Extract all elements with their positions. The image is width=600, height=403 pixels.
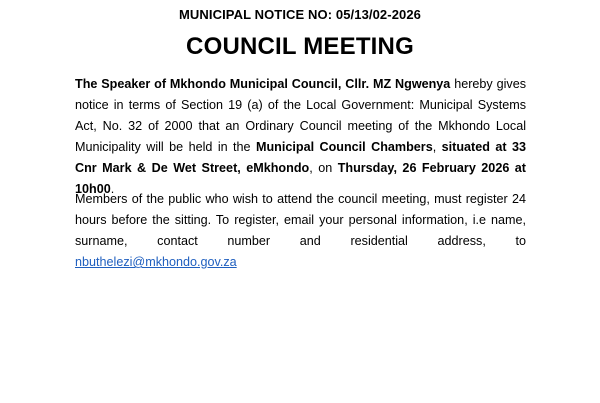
notice-number: MUNICIPAL NOTICE NO: 05/13/02-2026 bbox=[178, 7, 422, 22]
notice-text-2: , bbox=[432, 140, 442, 154]
notice-text-4: . bbox=[110, 182, 115, 196]
meeting-datetime: Thursday, 26 February 2026 at 10h00 bbox=[75, 161, 527, 196]
speaker-name: The Speaker of Mkhondo Municipal Council, Cllr. MZ Ngwenya bbox=[75, 77, 451, 91]
meeting-venue: Municipal Council Chambers bbox=[256, 140, 433, 154]
registration-text: Members of the public who wish to attend the council meeting, must register 24 hours before the sitting. To register, email your personal information, i.e name, surname, contact number and residential address, to bbox=[75, 192, 526, 248]
email-link[interactable]: nbuthelezi@mkhondo.gov.za bbox=[75, 255, 237, 269]
registration-paragraph bbox=[75, 189, 526, 273]
page-title: COUNCIL MEETING bbox=[186, 33, 414, 60]
meeting-notice-paragraph bbox=[75, 74, 526, 200]
notice-text-3: , on bbox=[309, 161, 338, 175]
meeting-address: situated at 33 Cnr Mark & De Wet Street, eMkhondo bbox=[75, 140, 526, 175]
notice-text-1: hereby gives notice in terms of Section 19 (a) of the Local Government: Municipal Systems Act, No. 32 of 2000 that an Ordinary Council meeting of the Mkhondo Local Municipality will be held in the bbox=[75, 77, 526, 154]
